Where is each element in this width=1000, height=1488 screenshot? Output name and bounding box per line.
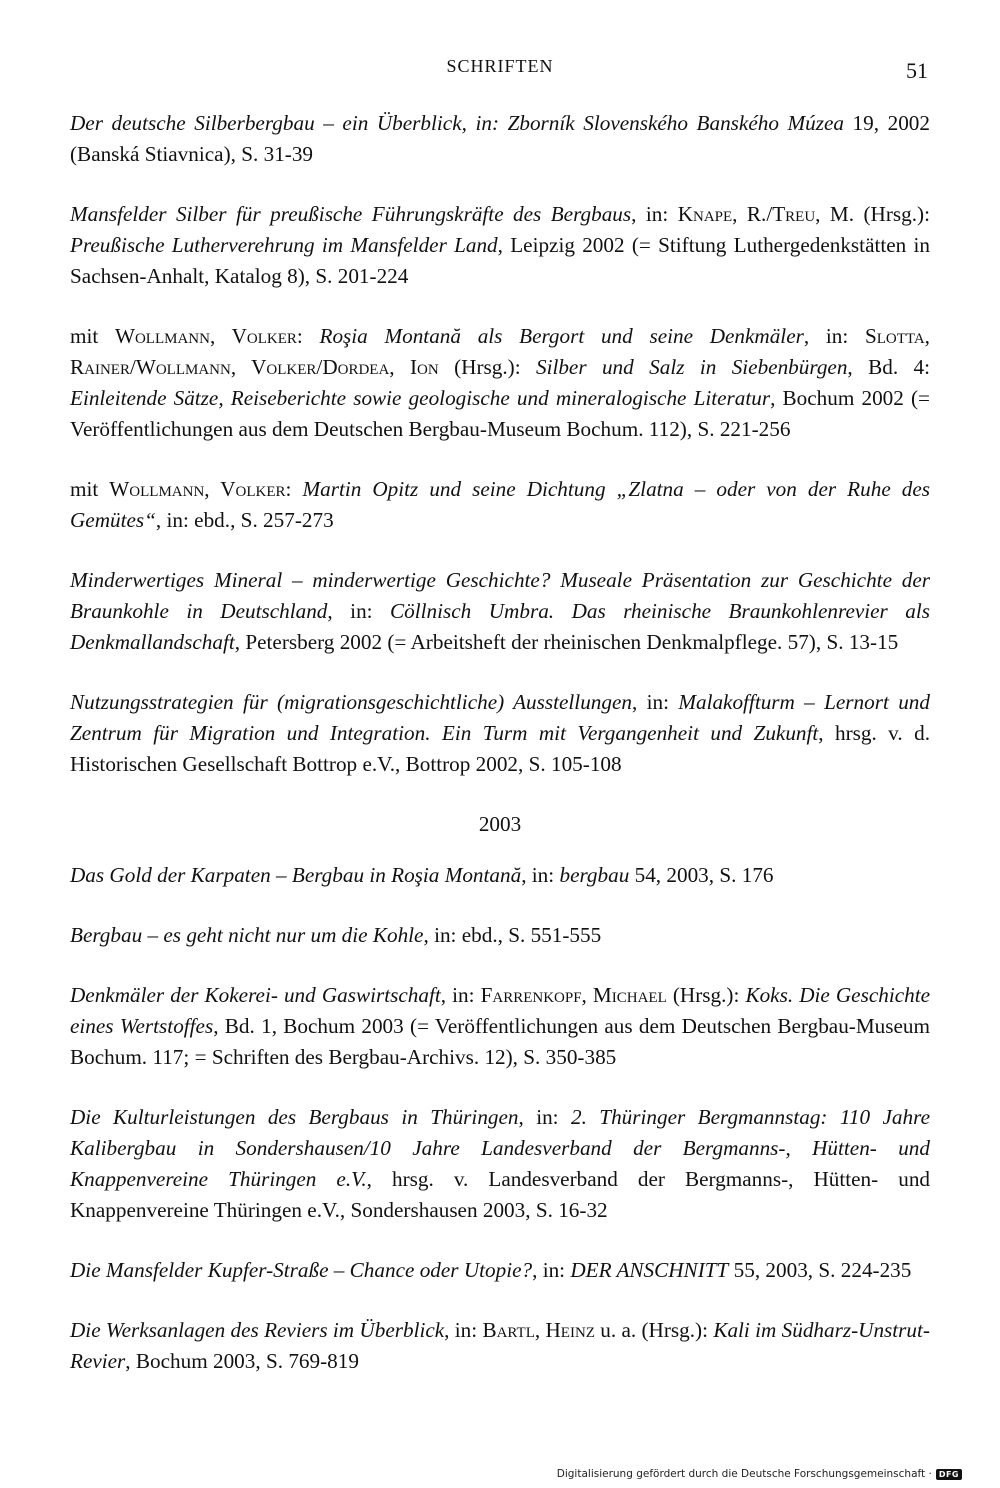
entry-title-italic: Cöllnisch Umbra. Das rheinische Braunkohlenrevier als Denkmallandschaft xyxy=(70,599,931,654)
bibliography xyxy=(70,108,930,1406)
page-header xyxy=(70,56,930,90)
entry-title-italic: bergbau xyxy=(559,863,630,887)
bibliography-entry xyxy=(70,687,930,780)
footer-text: Digitalisierung gefördert durch die Deutsche Forschungsgemeinschaft · xyxy=(556,1468,932,1480)
year-heading: 2003 xyxy=(478,812,522,836)
entry-text: , in: ebd., S. 257-273 xyxy=(155,508,334,532)
bibliography-entry xyxy=(70,860,930,891)
entry-text: , in: xyxy=(631,690,679,714)
entry-title-italic: Die Werksanlagen des Reviers im Überblick xyxy=(70,1318,445,1342)
bibliography-entry xyxy=(70,321,930,445)
entry-text: (Hrsg.): xyxy=(438,355,536,379)
entry-text: (Hrsg.): xyxy=(854,202,930,226)
entry-title-italic: Bergbau – es geht nicht nur um die Kohle xyxy=(70,923,424,947)
entry-text: , hrsg. v. d. Historischen Gesellschaft Bottrop e.V., Bottrop 2002, S. 105-108 xyxy=(70,721,930,776)
entry-text: , in: xyxy=(631,202,678,226)
running-head: SCHRIFTEN xyxy=(446,56,554,76)
entry-title-italic: Denkmäler der Kokerei- und Gaswirtschaft xyxy=(70,983,441,1007)
page-number: 51 xyxy=(906,58,928,83)
bibliography-entry xyxy=(70,474,930,536)
entry-text: , Bd. 4: xyxy=(847,355,930,379)
entry-text: : xyxy=(285,477,303,501)
entry-title-italic: Der deutsche Silberbergbau – ein Überblick, in: Zborník Slovenského Banského Múzea xyxy=(70,111,844,135)
entry-title-italic: Das Gold der Karpaten – Bergbau in Roşia Montană xyxy=(70,863,522,887)
bibliography-entry xyxy=(70,199,930,292)
entry-author: Slotta, Rainer/Wollmann, Volker/Dordea, Ion xyxy=(70,324,930,379)
entry-text: , Leipzig 2002 (= Stiftung Luthergedenkstätten in Sachsen-Anhalt, Katalog 8), S. 201-224 xyxy=(70,233,930,288)
entry-text: , in: xyxy=(444,1318,483,1342)
entry-text: , in: xyxy=(521,863,560,887)
entry-text: , Bd. 1, Bochum 2003 (= Veröffentlichungen aus dem Deutschen Bergbau-Museum Bochum. 117; = Schriften des Bergbau-Archivs. 12), S. 350-385 xyxy=(70,1014,930,1069)
entry-author: Wollmann, Volker xyxy=(109,477,286,501)
entry-text: (Hrsg.): xyxy=(666,983,746,1007)
entry-text: 19, 2002 (Banská Stiavnica), S. 31-39 xyxy=(70,111,930,166)
entry-text: 55, 2003, S. 224-235 xyxy=(728,1258,912,1282)
entry-text: , in: xyxy=(440,983,481,1007)
entry-text: , in: ebd., S. 551-555 xyxy=(423,923,602,947)
entry-title-italic: Die Mansfelder Kupfer-Straße – Chance oder Utopie? xyxy=(70,1258,533,1282)
entry-title-italic: Malakoffturm – Lernort und Zentrum für Migration und Integration. Ein Turm mit Vergangenheit und Zukunft xyxy=(70,690,930,745)
entry-author: Knape, R./Treu, M. xyxy=(677,202,855,226)
entry-text: , in: xyxy=(518,1105,571,1129)
entry-title-italic: Minderwertiges Mineral – minderwertige Geschichte? Museale Präsentation zur Geschichte der Braunkohle in Deutschland xyxy=(70,568,930,623)
entry-text: , in: xyxy=(803,324,865,348)
entry-author: Wollmann, Volker xyxy=(114,324,297,348)
entry-title-italic: Kali im Südharz-Unstrut-Revier xyxy=(70,1318,930,1373)
entry-text: , Petersberg 2002 (= Arbeitsheft der rheinischen Denkmalpflege. 57), S. 13-15 xyxy=(234,630,899,654)
entry-author: Farrenkopf, Michael xyxy=(480,983,667,1007)
entry-text: mit xyxy=(70,477,110,501)
footer-credit xyxy=(557,1468,962,1480)
entry-author: Bartl, Heinz xyxy=(482,1318,595,1342)
bibliography-entry xyxy=(70,1315,930,1377)
entry-title-italic: 2. Thüringer Bergmannstag: 110 Jahre Kalibergbau in Sondershausen/10 Jahre Landesverband der Bergmanns-, Hütten- und Knappenvereine Thüringen e.V. xyxy=(70,1105,930,1191)
bibliography-entry xyxy=(70,1102,930,1226)
bibliography-entry xyxy=(70,920,930,951)
entry-title-italic: Preußische Lutherverehrung im Mansfelder Land xyxy=(70,233,498,257)
entry-title-italic: Einleitende Sätze, Reiseberichte sowie geologische und mineralogische Literatur xyxy=(70,386,771,410)
entry-title-italic: Roşia Montană als Bergort und seine Denkmäler xyxy=(319,324,804,348)
entry-text: 54, 2003, S. 176 xyxy=(629,863,774,887)
entry-title-italic: Koks. Die Geschichte eines Wertstoffes xyxy=(70,983,930,1038)
entry-text: , in: xyxy=(327,599,391,623)
bibliography-entry xyxy=(70,980,930,1073)
entry-title-italic: Mansfelder Silber für preußische Führungskräfte des Bergbaus xyxy=(70,202,632,226)
entry-title-italic: DER ANSCHNITT xyxy=(570,1258,729,1282)
entry-text: , Bochum 2003, S. 769-819 xyxy=(125,1349,359,1373)
entry-text: , Bochum 2002 (= Veröffentlichungen aus dem Deutschen Bergbau-Museum Bochum. 112), S. 221-256 xyxy=(70,386,930,441)
entry-text: u. a. (Hrsg.): xyxy=(594,1318,714,1342)
entry-title-italic: Silber und Salz in Siebenbürgen xyxy=(535,355,848,379)
entries-2002 xyxy=(70,108,930,780)
entries-2003 xyxy=(70,860,930,1377)
entry-text: , in: xyxy=(532,1258,571,1282)
bibliography-entry xyxy=(70,1255,930,1286)
bibliography-entry xyxy=(70,108,930,170)
dfg-logo: DFG xyxy=(936,1469,962,1480)
entry-title-italic: Nutzungsstrategien für (migrationsgeschichtliche) Ausstellungen xyxy=(70,690,632,714)
entry-text: , hrsg. v. Landesverband der Bergmanns-, Hütten- und Knappenvereine Thüringen e.V., Sondershausen 2003, S. 16-32 xyxy=(70,1167,931,1222)
entry-title-italic: Martin Opitz und seine Dichtung „Zlatna – oder von der Ruhe des Gemütes“ xyxy=(70,477,931,532)
bibliography-entry xyxy=(70,565,930,658)
entry-text: mit xyxy=(70,324,115,348)
entry-text: : xyxy=(296,324,320,348)
entry-title-italic: Die Kulturleistungen des Bergbaus in Thüringen xyxy=(70,1105,519,1129)
